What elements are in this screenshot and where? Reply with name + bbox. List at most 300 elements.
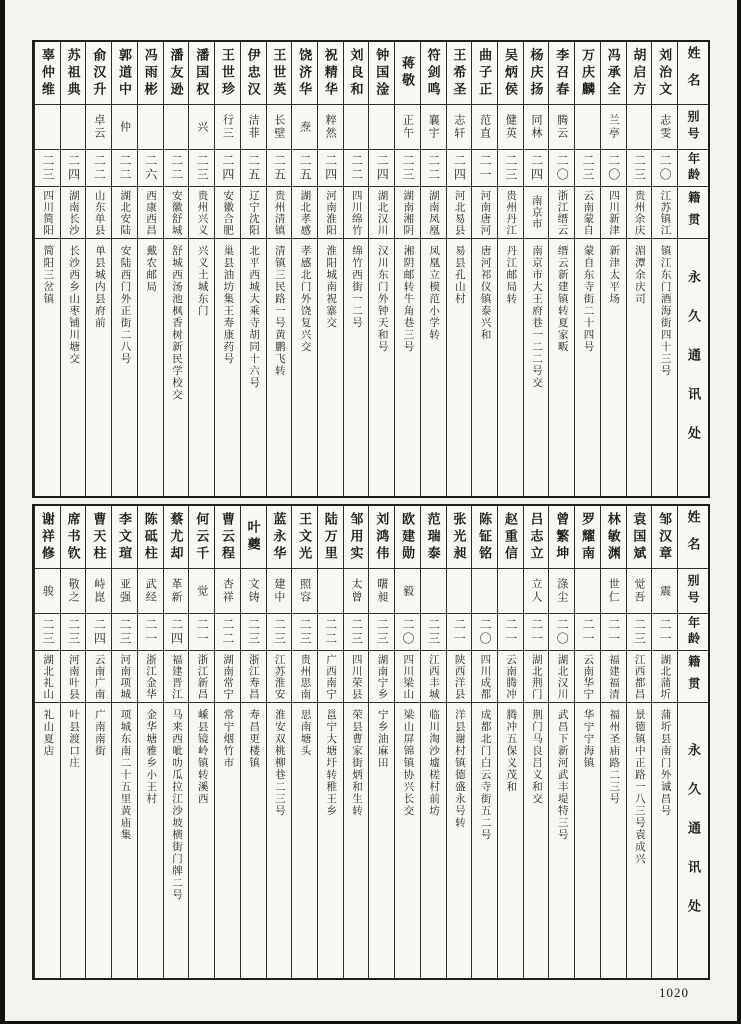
person-native: [498, 650, 523, 702]
person-name-text: 蔡尤却: [168, 511, 184, 563]
person-alias: [447, 568, 472, 613]
person-address-text: 福州圣庙路二三号: [608, 709, 620, 805]
person-name: [164, 506, 189, 568]
person-alias-text: 建中: [272, 578, 285, 604]
person-native-text: 江苏镇江: [659, 189, 671, 236]
person-age-text: 二〇: [658, 154, 673, 182]
person-age-text: 二四: [169, 618, 184, 646]
person-column: [60, 506, 86, 978]
person-name-text: 李文瑄: [117, 511, 133, 563]
person-native-text: 广西南宁: [325, 653, 337, 700]
person-age: [215, 613, 240, 650]
person-name: [86, 506, 111, 568]
person-column: [214, 42, 240, 496]
person-native-text: 陕西洋县: [453, 653, 465, 700]
person-address-text: 临川淘沙墟槎村前坊: [428, 709, 440, 817]
person-native-text: 贵州丹江: [505, 189, 517, 236]
person-native: [215, 186, 240, 238]
person-native-text: 四川绵竹: [350, 189, 362, 236]
person-name-text: 辜仲维: [39, 47, 55, 99]
person-alias: [189, 568, 214, 613]
person-column: [600, 506, 626, 978]
person-age: [575, 149, 600, 186]
person-column: [137, 506, 163, 978]
person-native: [395, 650, 420, 702]
person-column: [111, 506, 137, 978]
person-address: [35, 702, 60, 978]
header-alias: [678, 104, 708, 149]
person-name-text: 符剑鸣: [425, 47, 441, 99]
person-age: [318, 613, 343, 650]
person-address: [241, 702, 266, 978]
person-name-text: 曲子正: [477, 47, 493, 99]
person-native-text: 江西丰城: [427, 653, 439, 700]
person-alias: [189, 104, 214, 149]
header-name-text: 姓名: [685, 46, 701, 100]
person-native-text: 安徽合肥: [222, 189, 234, 236]
person-alias: [35, 104, 60, 149]
person-native: [549, 650, 574, 702]
person-column: [497, 42, 523, 496]
person-address: [652, 702, 677, 978]
person-age: [344, 149, 369, 186]
person-age: [627, 613, 652, 650]
person-alias: [652, 568, 677, 613]
person-address-text: 嵊县镜岭镇转溪西: [196, 709, 208, 805]
person-name: [652, 506, 677, 568]
person-age-text: 二三: [503, 154, 518, 182]
person-address-text: 湘阴邮转牛角巷三号: [402, 245, 414, 353]
person-native: [189, 186, 214, 238]
person-name: [189, 506, 214, 568]
person-address: [395, 238, 420, 496]
person-age-text: 二三: [349, 618, 364, 646]
person-native-text: 湖南常宁: [222, 653, 234, 700]
person-address: [292, 702, 317, 978]
person-alias-text: 焘: [298, 120, 311, 134]
person-age-text: 二四: [375, 154, 390, 182]
person-age-text: 二三: [272, 618, 287, 646]
person-native-text: 湖北蒲圻: [659, 653, 671, 700]
person-address-text: 淮阳城南祝寨交: [325, 245, 337, 329]
person-name: [575, 42, 600, 104]
person-column: [651, 42, 677, 496]
person-name: [421, 506, 446, 568]
person-address: [524, 702, 549, 978]
person-name: [61, 42, 86, 104]
person-age-text: 二四: [66, 154, 81, 182]
person-age: [421, 613, 446, 650]
person-age-text: 二二: [220, 618, 235, 646]
person-alias-text: 行三: [221, 114, 234, 140]
person-native: [61, 650, 86, 702]
person-native: [549, 186, 574, 238]
person-native: [292, 186, 317, 238]
person-alias: [575, 104, 600, 149]
person-name-text: 曾繁坤: [554, 511, 570, 563]
person-native: [164, 650, 189, 702]
person-age: [549, 149, 574, 186]
person-native-text: 贵州余庆: [633, 189, 645, 236]
person-name-text: 郭道中: [117, 47, 133, 99]
person-alias-text: 志雯: [658, 114, 671, 140]
person-age-text: 二三: [426, 618, 441, 646]
person-age-text: 二四: [452, 154, 467, 182]
person-alias: [601, 104, 626, 149]
person-column: [60, 42, 86, 496]
person-alias: [112, 104, 137, 149]
person-name-text: 袁国斌: [631, 511, 647, 563]
person-native-text: 河南唐河: [479, 189, 491, 236]
person-age-text: 二四: [529, 154, 544, 182]
person-native: [601, 186, 626, 238]
person-native-text: 云南腾冲: [505, 653, 517, 700]
person-native-text: 湖南湘阴: [402, 189, 414, 236]
person-name-text: 陈钲铭: [477, 511, 493, 563]
person-age: [627, 149, 652, 186]
person-name: [86, 42, 111, 104]
person-name-text: 钟国淦: [374, 47, 390, 99]
person-native: [498, 186, 523, 238]
person-native: [575, 186, 600, 238]
header-address: [678, 702, 708, 978]
person-native: [395, 186, 420, 238]
person-native-text: 浙江缙云: [556, 189, 568, 236]
person-name-text: 赵重信: [502, 511, 518, 563]
person-native: [344, 650, 369, 702]
person-native-text: 四川荣县: [350, 653, 362, 700]
person-column: [420, 42, 446, 496]
header-alias: [678, 568, 708, 613]
person-address-text: 简阳三岔镇: [42, 245, 54, 305]
person-address: [318, 702, 343, 978]
person-native-text: 江西都昌: [633, 653, 645, 700]
person-name: [524, 42, 549, 104]
person-address: [164, 702, 189, 978]
person-alias-text: 兴: [195, 120, 208, 134]
person-age: [524, 149, 549, 186]
person-name-text: 吴炳侯: [502, 47, 518, 99]
person-name-text: 杨庆扬: [528, 47, 544, 99]
person-age-text: 二二: [323, 618, 338, 646]
person-address: [35, 238, 60, 496]
person-alias: [86, 104, 111, 149]
person-age-text: 二三: [118, 618, 133, 646]
person-address-text: 华宁宁海镇: [582, 709, 594, 769]
person-alias: [164, 104, 189, 149]
person-address-text: 成都北门白云寺街五二号: [479, 709, 491, 841]
person-name: [267, 506, 292, 568]
person-age: [601, 613, 626, 650]
person-native-text: 安徽舒城: [170, 189, 182, 236]
person-alias-text: 峙崑: [92, 578, 105, 604]
person-address-text: 洋县谢村镇德盛永号转: [453, 709, 465, 829]
person-column: [266, 42, 292, 496]
person-age: [652, 613, 677, 650]
person-age: [318, 149, 343, 186]
person-age-text: 二四: [323, 154, 338, 182]
person-column: [240, 42, 266, 496]
person-native-text: 云南广南: [93, 653, 105, 700]
person-native-text: 福建福清: [607, 653, 619, 700]
person-alias: [138, 104, 163, 149]
person-name: [112, 506, 137, 568]
person-age: [138, 613, 163, 650]
person-native: [601, 650, 626, 702]
person-address: [138, 702, 163, 978]
person-name: [472, 42, 497, 104]
person-age: [369, 613, 394, 650]
person-address-text: 蒙自东寺街二十四号: [582, 245, 594, 353]
person-address-text: 叶县渡口庄: [68, 709, 80, 769]
person-native-text: 四川成都: [479, 653, 491, 700]
person-native-text: 云南华宁: [582, 653, 594, 700]
person-name: [35, 506, 60, 568]
person-address: [344, 238, 369, 496]
person-native: [267, 650, 292, 702]
person-age-text: 二一: [478, 154, 493, 182]
person-name-text: 何云千: [194, 511, 210, 563]
person-alias: [292, 104, 317, 149]
person-name-text: 潘国权: [194, 47, 210, 99]
person-column: [85, 42, 111, 496]
person-native-text: 贵州兴义: [196, 189, 208, 236]
person-column: [291, 42, 317, 496]
person-age: [86, 613, 111, 650]
person-name: [318, 506, 343, 568]
person-alias-text: 武经: [144, 578, 157, 604]
person-native-text: 湖南宁乡: [376, 653, 388, 700]
person-address-text: 项城东南二十五里黄庙集: [119, 709, 131, 841]
person-age-text: 二一: [143, 618, 158, 646]
person-name: [369, 42, 394, 104]
person-age: [189, 149, 214, 186]
person-alias-text: 太曾: [350, 578, 363, 604]
person-column: [548, 506, 574, 978]
person-native: [35, 650, 60, 702]
person-age: [241, 149, 266, 186]
person-address-text: 金华塘雅乡小王村: [145, 709, 157, 805]
header-native-text: 籍贯: [686, 190, 701, 235]
person-native-text: 浙江新昌: [196, 653, 208, 700]
header-name: [678, 506, 708, 568]
person-native-text: 湖北礼山: [42, 653, 54, 700]
person-column: [446, 506, 472, 978]
person-column: [368, 506, 394, 978]
person-age-text: 二二: [118, 154, 133, 182]
person-age: [86, 149, 111, 186]
person-alias: [61, 104, 86, 149]
person-address-text: 礼山夏店: [42, 709, 54, 757]
person-name-text: 范瑞泰: [425, 511, 441, 563]
person-alias: [498, 568, 523, 613]
person-name-text: 林敏渊: [605, 511, 621, 563]
person-address: [189, 702, 214, 978]
person-address: [112, 702, 137, 978]
person-name: [35, 42, 60, 104]
person-name: [549, 42, 574, 104]
person-age-text: 二三: [632, 618, 647, 646]
person-alias: [395, 568, 420, 613]
person-age: [447, 149, 472, 186]
person-address-text: 淮安双桃柳巷二三号: [273, 709, 285, 817]
person-address-text: 梁山屏锦镇协兴长交: [402, 709, 414, 817]
person-age: [112, 613, 137, 650]
person-name: [627, 506, 652, 568]
person-address: [86, 702, 111, 978]
person-age: [369, 149, 394, 186]
person-column: [574, 506, 600, 978]
person-address: [61, 702, 86, 978]
person-name-text: 饶济华: [297, 47, 313, 99]
person-native: [318, 186, 343, 238]
person-native-text: 江苏淮安: [273, 653, 285, 700]
person-alias-text: 襄宇: [427, 114, 440, 140]
person-address: [318, 238, 343, 496]
person-alias: [344, 104, 369, 149]
person-name-text: 谢祥修: [39, 511, 55, 563]
person-age: [447, 613, 472, 650]
person-address: [652, 238, 677, 496]
person-name: [395, 42, 420, 104]
person-address: [472, 702, 497, 978]
person-alias: [421, 568, 446, 613]
person-native-text: 河南叶县: [67, 653, 79, 700]
person-native-text: 河南淮阳: [325, 189, 337, 236]
person-native: [35, 186, 60, 238]
person-name-text: 王希圣: [451, 47, 467, 99]
person-alias: [318, 568, 343, 613]
person-name-text: 罗耀南: [579, 511, 595, 563]
person-age: [575, 613, 600, 650]
person-native: [241, 186, 266, 238]
header-alias-text: 别号: [686, 110, 700, 144]
person-name-text: 张光昶: [451, 511, 467, 563]
person-age: [395, 149, 420, 186]
person-alias-text: 震: [658, 584, 671, 598]
person-address-text: 武昌下新河武丰堤特三号: [556, 709, 568, 841]
person-native-text: 贵州思南: [299, 653, 311, 700]
person-address-text: 宁乡油麻田: [376, 709, 388, 769]
person-name: [241, 42, 266, 104]
person-address-text: 广南南街: [93, 709, 105, 757]
person-name: [652, 42, 677, 104]
person-address-text: 戴农邮局: [145, 245, 157, 293]
person-age: [241, 613, 266, 650]
person-address: [369, 702, 394, 978]
person-address-text: 镇江东门酒海街四十三号: [659, 245, 671, 377]
person-age-text: 二三: [246, 618, 261, 646]
person-name: [344, 506, 369, 568]
person-address: [549, 702, 574, 978]
person-alias-text: 志轩: [452, 114, 465, 140]
person-address: [627, 238, 652, 496]
person-address: [267, 238, 292, 496]
header-column: [677, 42, 708, 496]
person-native-text: 南京市: [530, 195, 542, 230]
person-address: [112, 238, 137, 496]
person-native: [86, 186, 111, 238]
person-age: [112, 149, 137, 186]
person-native: [138, 186, 163, 238]
person-alias-text: 洁菲: [247, 114, 260, 140]
person-alias: [215, 104, 240, 149]
person-column: [471, 506, 497, 978]
person-alias-text: 兰亭: [607, 114, 620, 140]
person-alias-text: 觉吾: [632, 578, 645, 604]
header-age-text: 年龄: [686, 616, 701, 648]
person-name: [112, 42, 137, 104]
person-native: [267, 186, 292, 238]
person-age-text: 二三: [66, 618, 81, 646]
person-column: [137, 42, 163, 496]
person-name: [138, 42, 163, 104]
person-age: [215, 149, 240, 186]
person-age: [498, 613, 523, 650]
person-column: [420, 506, 446, 978]
person-name-text: 李召春: [554, 47, 570, 99]
person-name-text: 刘良和: [348, 47, 364, 99]
person-native-text: 河北易县: [453, 189, 465, 236]
page-number: 1020: [659, 985, 689, 1000]
person-age-text: 二六: [143, 154, 158, 182]
person-address-text: 马来西呲叻瓜拉江沙坡横街门牌二号: [170, 709, 182, 901]
person-age: [472, 149, 497, 186]
person-native: [241, 650, 266, 702]
person-alias-text: 照容: [298, 578, 311, 604]
person-address-text: 舒城西汤池枫香树新民学校交: [170, 245, 182, 401]
person-alias-text: 健英: [504, 114, 517, 140]
person-alias: [241, 104, 266, 149]
person-name-text: 刘治文: [657, 47, 673, 99]
person-native-text: 浙江寿昌: [247, 653, 259, 700]
person-name: [318, 42, 343, 104]
person-alias-text: 范直: [478, 114, 491, 140]
person-age: [549, 613, 574, 650]
person-age-text: 二一: [452, 618, 467, 646]
person-alias: [447, 104, 472, 149]
person-native: [189, 650, 214, 702]
header-name-text: 姓名: [685, 510, 701, 564]
person-name: [61, 506, 86, 568]
person-alias: [267, 568, 292, 613]
person-address: [447, 238, 472, 496]
person-name: [549, 506, 574, 568]
person-name-text: 万庆麟: [579, 47, 595, 99]
person-age-text: 二四: [220, 154, 235, 182]
header-name: [678, 42, 708, 104]
person-column: [214, 506, 240, 978]
person-column: [574, 42, 600, 496]
person-name: [267, 42, 292, 104]
person-name-text: 胡启方: [631, 47, 647, 99]
person-native-text: 湖北汉川: [556, 653, 568, 700]
person-native-text: 浙江金华: [145, 653, 157, 700]
person-name: [601, 506, 626, 568]
person-address: [292, 238, 317, 496]
person-address: [472, 238, 497, 496]
person-age-text: 二三: [580, 154, 595, 182]
person-age: [421, 149, 446, 186]
person-native: [627, 186, 652, 238]
person-address-text: 孝感北门外饶复兴交: [299, 245, 311, 353]
person-address-text: 巢县油坊集王寿康药号: [222, 245, 234, 365]
person-name-text: 王世英: [271, 47, 287, 99]
person-column: [188, 506, 214, 978]
person-column: [368, 42, 394, 496]
person-address-text: 景德镇中正路一八三号袁成兴: [633, 709, 645, 865]
person-age-text: 二二: [169, 154, 184, 182]
